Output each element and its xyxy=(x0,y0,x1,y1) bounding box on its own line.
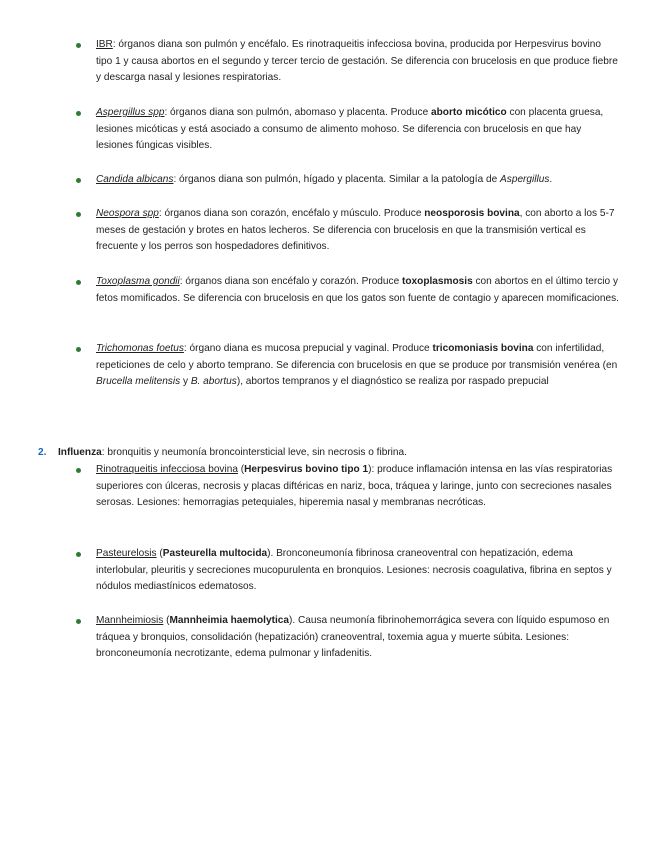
item-bold: Pasteurella multocida xyxy=(162,548,268,559)
bullet-dot xyxy=(76,347,81,352)
item-text: con placenta gruesa, lesiones micóticas y está asociado a consumo de alimento mohoso. Se diferencia con brucelosis en que hay lesiones fúngicas visibles. xyxy=(96,107,604,152)
section-heading xyxy=(58,445,618,462)
term: Candida albicans xyxy=(96,174,174,185)
item-text: con abortos en el último tercio y fetos momificados. Se diferencia con brucelosis en que los gatos son fuente de contagio y aparecen momificaciones. xyxy=(96,276,619,304)
term: Trichomonas foetus xyxy=(96,343,184,354)
item-text: : órganos diana son corazón, encéfalo y músculo. Produce xyxy=(158,208,425,219)
list-item-neospora xyxy=(96,206,620,256)
item-italic: Aspergillus xyxy=(500,174,550,185)
item-text: : órganos diana son pulmón y encéfalo. Es rinotraqueitis infecciosa bovina, producida por Herpesvirus bovino tipo 1 y causa abortos en el segundo y tercer tercio de gestación. Se diferencia con brucelosis en que produce fiebre y descarga nasal y lesiones respiratorias. xyxy=(96,39,618,84)
bullet-dot xyxy=(76,111,81,116)
term: Toxoplasma gondii xyxy=(96,276,180,287)
item-text: . xyxy=(549,174,553,185)
section-title: Influenza xyxy=(58,447,102,458)
item-text: : órganos diana son encéfalo y corazón. Produce xyxy=(179,276,403,287)
item-bold: neosporosis bovina xyxy=(424,208,520,219)
term: Rinotraqueitis infecciosa bovina xyxy=(96,464,238,475)
item-bold: toxoplasmosis xyxy=(402,276,473,287)
list-item-pasteurelosis xyxy=(96,546,620,596)
item-text: ( xyxy=(237,464,245,475)
item-text: con infertilidad, repeticiones de celo y aborto temprano. Se diferencia con brucelosis en que se produce por transmisión venérea (en xyxy=(96,343,618,371)
item-text: ): produce inflamación intensa en las vías respiratorias superiores con úlceras, necrosis y placas diftéricas en nariz, boca, tráquea y laringe, junto con secreciones nasales serosas. Lesiones: hemorragias petequiales, hiperemia nasal y membranas necróticas. xyxy=(96,464,613,509)
term: Mannheimiosis xyxy=(96,615,164,626)
item-text: ), abortos tempranos y el diagnóstico se realiza por raspado prepucial xyxy=(236,376,549,388)
list-item-mannheimiosis xyxy=(96,613,620,663)
term: Aspergillus spp xyxy=(96,107,165,118)
item-text: ). Bronconeumonía fibrinosa craneoventral con hepatización, edema interlobular, pleuritis y secreciones mucopurulenta en bronquios. Lesiones: necrosis coagulativa, fibrina en septos y nódulos mediastínicos edematosos. xyxy=(96,548,612,593)
item-text: ( xyxy=(163,615,170,626)
bullet-dot xyxy=(76,280,81,285)
item-italic: B. abortus xyxy=(190,376,237,388)
bullet-dot xyxy=(76,212,81,217)
list-item-toxoplasma xyxy=(96,274,620,307)
bullet-dot xyxy=(76,619,81,624)
bullet-dot xyxy=(76,178,81,183)
section-number: 2. xyxy=(38,447,47,458)
list-item-aspergillus xyxy=(96,105,620,155)
item-bold: Mannheimia haemolytica xyxy=(169,615,289,626)
section-text: : bronquitis y neumonía broncointersticial leve, sin necrosis o fibrina. xyxy=(101,447,407,458)
item-text: : órganos diana son pulmón, abomaso y placenta. Produce xyxy=(164,107,431,118)
term: Neospora spp xyxy=(96,208,159,219)
list-item-ibr xyxy=(96,37,620,87)
list-item-candida xyxy=(96,172,620,189)
list-item-trichomonas xyxy=(96,341,620,391)
item-text: : órgano diana es mucosa prepucial y vaginal. Produce xyxy=(183,343,433,354)
item-bold: aborto micótico xyxy=(431,107,507,118)
item-bold: tricomoniasis bovina xyxy=(432,343,534,354)
bullet-dot xyxy=(76,552,81,557)
item-text: y xyxy=(180,376,191,388)
item-text: ). Causa neumonía fibrinohemorrágica severa con líquido espumoso en tráquea y bronquios, consolidación (hepatización) craneoventral, toxemia agua y muerte súbita. Lesiones: bronconeumonía necrotizante, edema pulmonar y linfadenitis. xyxy=(96,615,610,660)
list-item-rinotraqueitis xyxy=(96,462,620,512)
bullet-dot xyxy=(76,468,81,473)
term: Pasteurelosis xyxy=(96,548,157,559)
item-italic: Brucella melitensis xyxy=(96,376,181,388)
item-bold: Herpesvirus bovino tipo 1 xyxy=(244,464,369,475)
term: IBR xyxy=(96,39,113,50)
bullet-dot xyxy=(76,43,81,48)
item-text: : órganos diana son pulmón, hígado y placenta. Similar a la patología de xyxy=(173,174,501,185)
item-text: , con aborto a los 5-7 meses de gestación y brotes en hatos lecheros. Se diferencia con brucelosis en que la transmisión vertical es frecuente y los perros son hospedadores definitivos. xyxy=(96,208,615,253)
item-text: ( xyxy=(156,548,163,559)
